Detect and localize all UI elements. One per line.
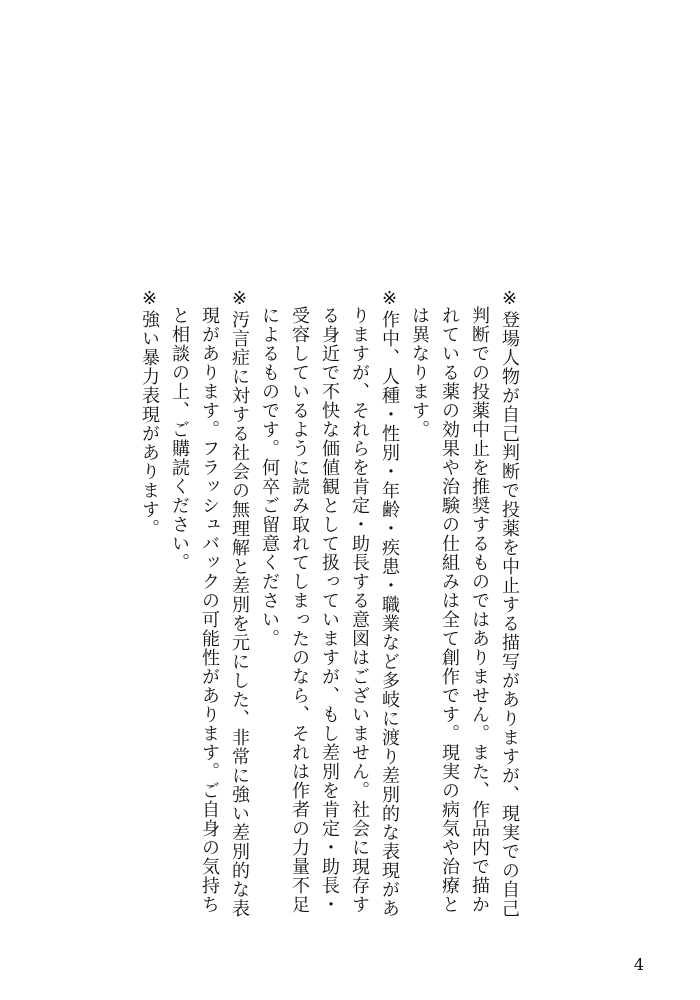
- medication-notice: ※登場人物が自己判断で投薬を中止する描写がありますが、現実での自己判断での投薬中止を推奨するものではありません。また、作品内で描かれている薬の効果や治験の仕組みは全て創作です。現実の病気や治療とは異なります。: [409, 288, 520, 918]
- page-number: 4: [633, 955, 644, 974]
- content-warning-notes: [134, 288, 524, 928]
- discrimination-notice: ※作中、人種・性別・年齢・疾患・職業など多岐に渡り差別的な表現がありますが、それらを肯定・助長する意図はございません。社会に現存する身近で不快な価値観として扱っていますが、もし差別を肯定・助長・受容しているように読み取れてしまったのなら、それは作者の力量不足によるものです。何卒ご留意ください。: [259, 288, 400, 918]
- coprolalia-notice: ※汚言症に対する社会の無理解と差別を元にした、非常に強い差別的な表現があります。フラッシュバックの可能性があります。ご自身の気持ちと相談の上、ご購読ください。: [169, 288, 250, 918]
- violence-notice: ※強い暴力表現があります。: [139, 288, 160, 538]
